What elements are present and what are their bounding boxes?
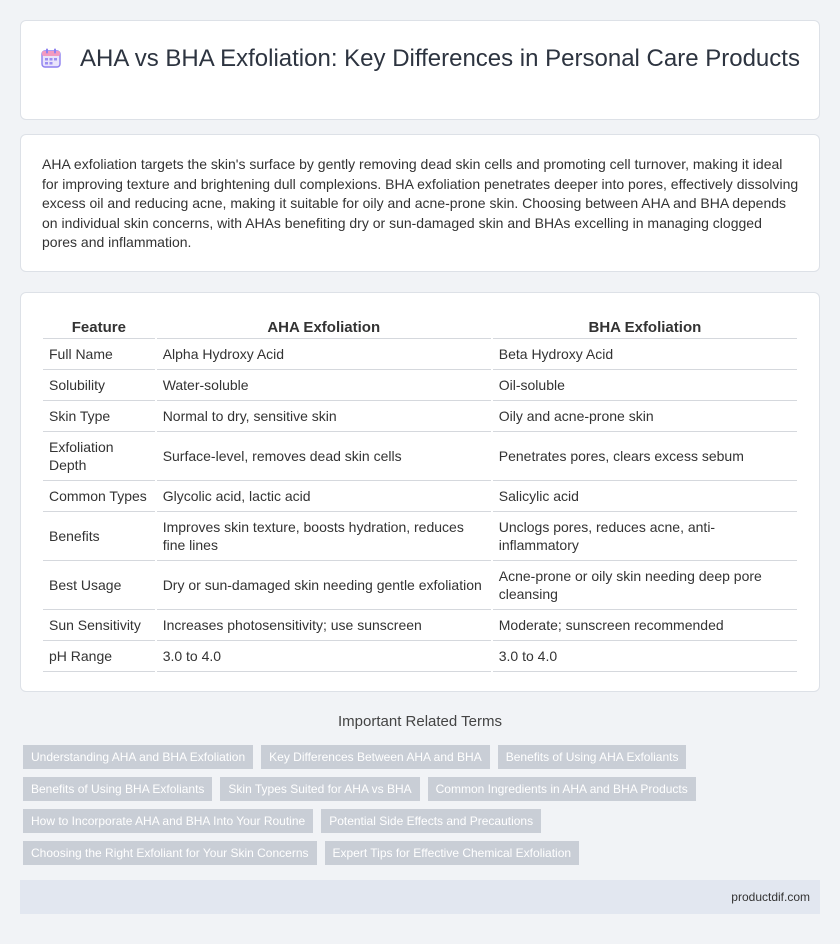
table-row bbox=[43, 339, 797, 370]
related-term-tag[interactable]: Common Ingredients in AHA and BHA Products bbox=[428, 777, 696, 801]
feature-cell: Solubility bbox=[43, 370, 155, 401]
comparison-card bbox=[20, 292, 820, 692]
related-term-tag[interactable]: Potential Side Effects and Precautions bbox=[321, 809, 541, 833]
related-term-tag[interactable]: Understanding AHA and BHA Exfoliation bbox=[23, 745, 253, 769]
feature-cell: Sun Sensitivity bbox=[43, 610, 155, 641]
footer-site-link[interactable]: productdif.com bbox=[731, 890, 810, 904]
bha-cell: Acne-prone or oily skin needing deep pore cleansing bbox=[493, 561, 797, 610]
table-row bbox=[43, 481, 797, 512]
feature-cell: Best Usage bbox=[43, 561, 155, 610]
feature-cell: Skin Type bbox=[43, 401, 155, 432]
aha-cell: Glycolic acid, lactic acid bbox=[157, 481, 491, 512]
comparison-table bbox=[41, 313, 799, 672]
aha-cell: Alpha Hydroxy Acid bbox=[157, 339, 491, 370]
header-bha: BHA Exfoliation bbox=[493, 313, 797, 339]
calendar-icon bbox=[40, 46, 62, 68]
page-title: AHA vs BHA Exfoliation: Key Differences in Personal Care Products bbox=[80, 45, 800, 72]
related-term-tag[interactable]: Skin Types Suited for AHA vs BHA bbox=[220, 777, 419, 801]
aha-cell: Dry or sun-damaged skin needing gentle exfoliation bbox=[157, 561, 491, 610]
page-title-wrap bbox=[21, 43, 819, 74]
feature-cell: Exfoliation Depth bbox=[43, 432, 155, 481]
related-terms-list bbox=[23, 745, 803, 873]
aha-cell: Water-soluble bbox=[157, 370, 491, 401]
bha-cell: Salicylic acid bbox=[493, 481, 797, 512]
aha-cell: Improves skin texture, boosts hydration, reduces fine lines bbox=[157, 512, 491, 561]
bha-cell: Beta Hydroxy Acid bbox=[493, 339, 797, 370]
intro-paragraph: AHA exfoliation targets the skin's surface by gently removing dead skin cells and promoting cell turnover, making it ideal for improving texture and brightening dull complexions. BHA exfoliation penetrates deeper into pores, effectively dissolving excess oil and reducing acne, making it suitable for oily and acne-prone skin. Choosing between AHA and BHA depends on individual skin concerns, with AHAs benefiting dry or sun-damaged skin and BHAs excelling in managing clogged pores and inflammation. bbox=[42, 156, 799, 250]
aha-cell: Surface-level, removes dead skin cells bbox=[157, 432, 491, 481]
table-row bbox=[43, 641, 797, 672]
footer-bar bbox=[20, 880, 820, 914]
title-card bbox=[20, 20, 820, 120]
aha-cell: Increases photosensitivity; use sunscreen bbox=[157, 610, 491, 641]
related-term-tag[interactable]: Benefits of Using AHA Exfoliants bbox=[498, 745, 687, 769]
related-terms-heading: Important Related Terms bbox=[338, 713, 502, 730]
bha-cell: Unclogs pores, reduces acne, anti-inflammatory bbox=[493, 512, 797, 561]
related-term-tag[interactable]: Expert Tips for Effective Chemical Exfoliation bbox=[325, 841, 580, 865]
table-row bbox=[43, 512, 797, 561]
table-row bbox=[43, 432, 797, 481]
table-row bbox=[43, 401, 797, 432]
bha-cell: Penetrates pores, clears excess sebum bbox=[493, 432, 797, 481]
feature-cell: Full Name bbox=[43, 339, 155, 370]
header-feature: Feature bbox=[43, 313, 155, 339]
aha-cell: 3.0 to 4.0 bbox=[157, 641, 491, 672]
feature-cell: Common Types bbox=[43, 481, 155, 512]
bha-cell: Oily and acne-prone skin bbox=[493, 401, 797, 432]
feature-cell: Benefits bbox=[43, 512, 155, 561]
related-term-tag[interactable]: Choosing the Right Exfoliant for Your Skin Concerns bbox=[23, 841, 317, 865]
intro-card bbox=[20, 134, 820, 272]
table-row bbox=[43, 370, 797, 401]
related-term-tag[interactable]: Benefits of Using BHA Exfoliants bbox=[23, 777, 212, 801]
table-row bbox=[43, 561, 797, 610]
feature-cell: pH Range bbox=[43, 641, 155, 672]
bha-cell: Moderate; sunscreen recommended bbox=[493, 610, 797, 641]
bha-cell: Oil-soluble bbox=[493, 370, 797, 401]
bha-cell: 3.0 to 4.0 bbox=[493, 641, 797, 672]
table-header-row bbox=[43, 313, 797, 339]
related-term-tag[interactable]: How to Incorporate AHA and BHA Into Your Routine bbox=[23, 809, 313, 833]
aha-cell: Normal to dry, sensitive skin bbox=[157, 401, 491, 432]
related-term-tag[interactable]: Key Differences Between AHA and BHA bbox=[261, 745, 490, 769]
table-row bbox=[43, 610, 797, 641]
header-aha: AHA Exfoliation bbox=[157, 313, 491, 339]
